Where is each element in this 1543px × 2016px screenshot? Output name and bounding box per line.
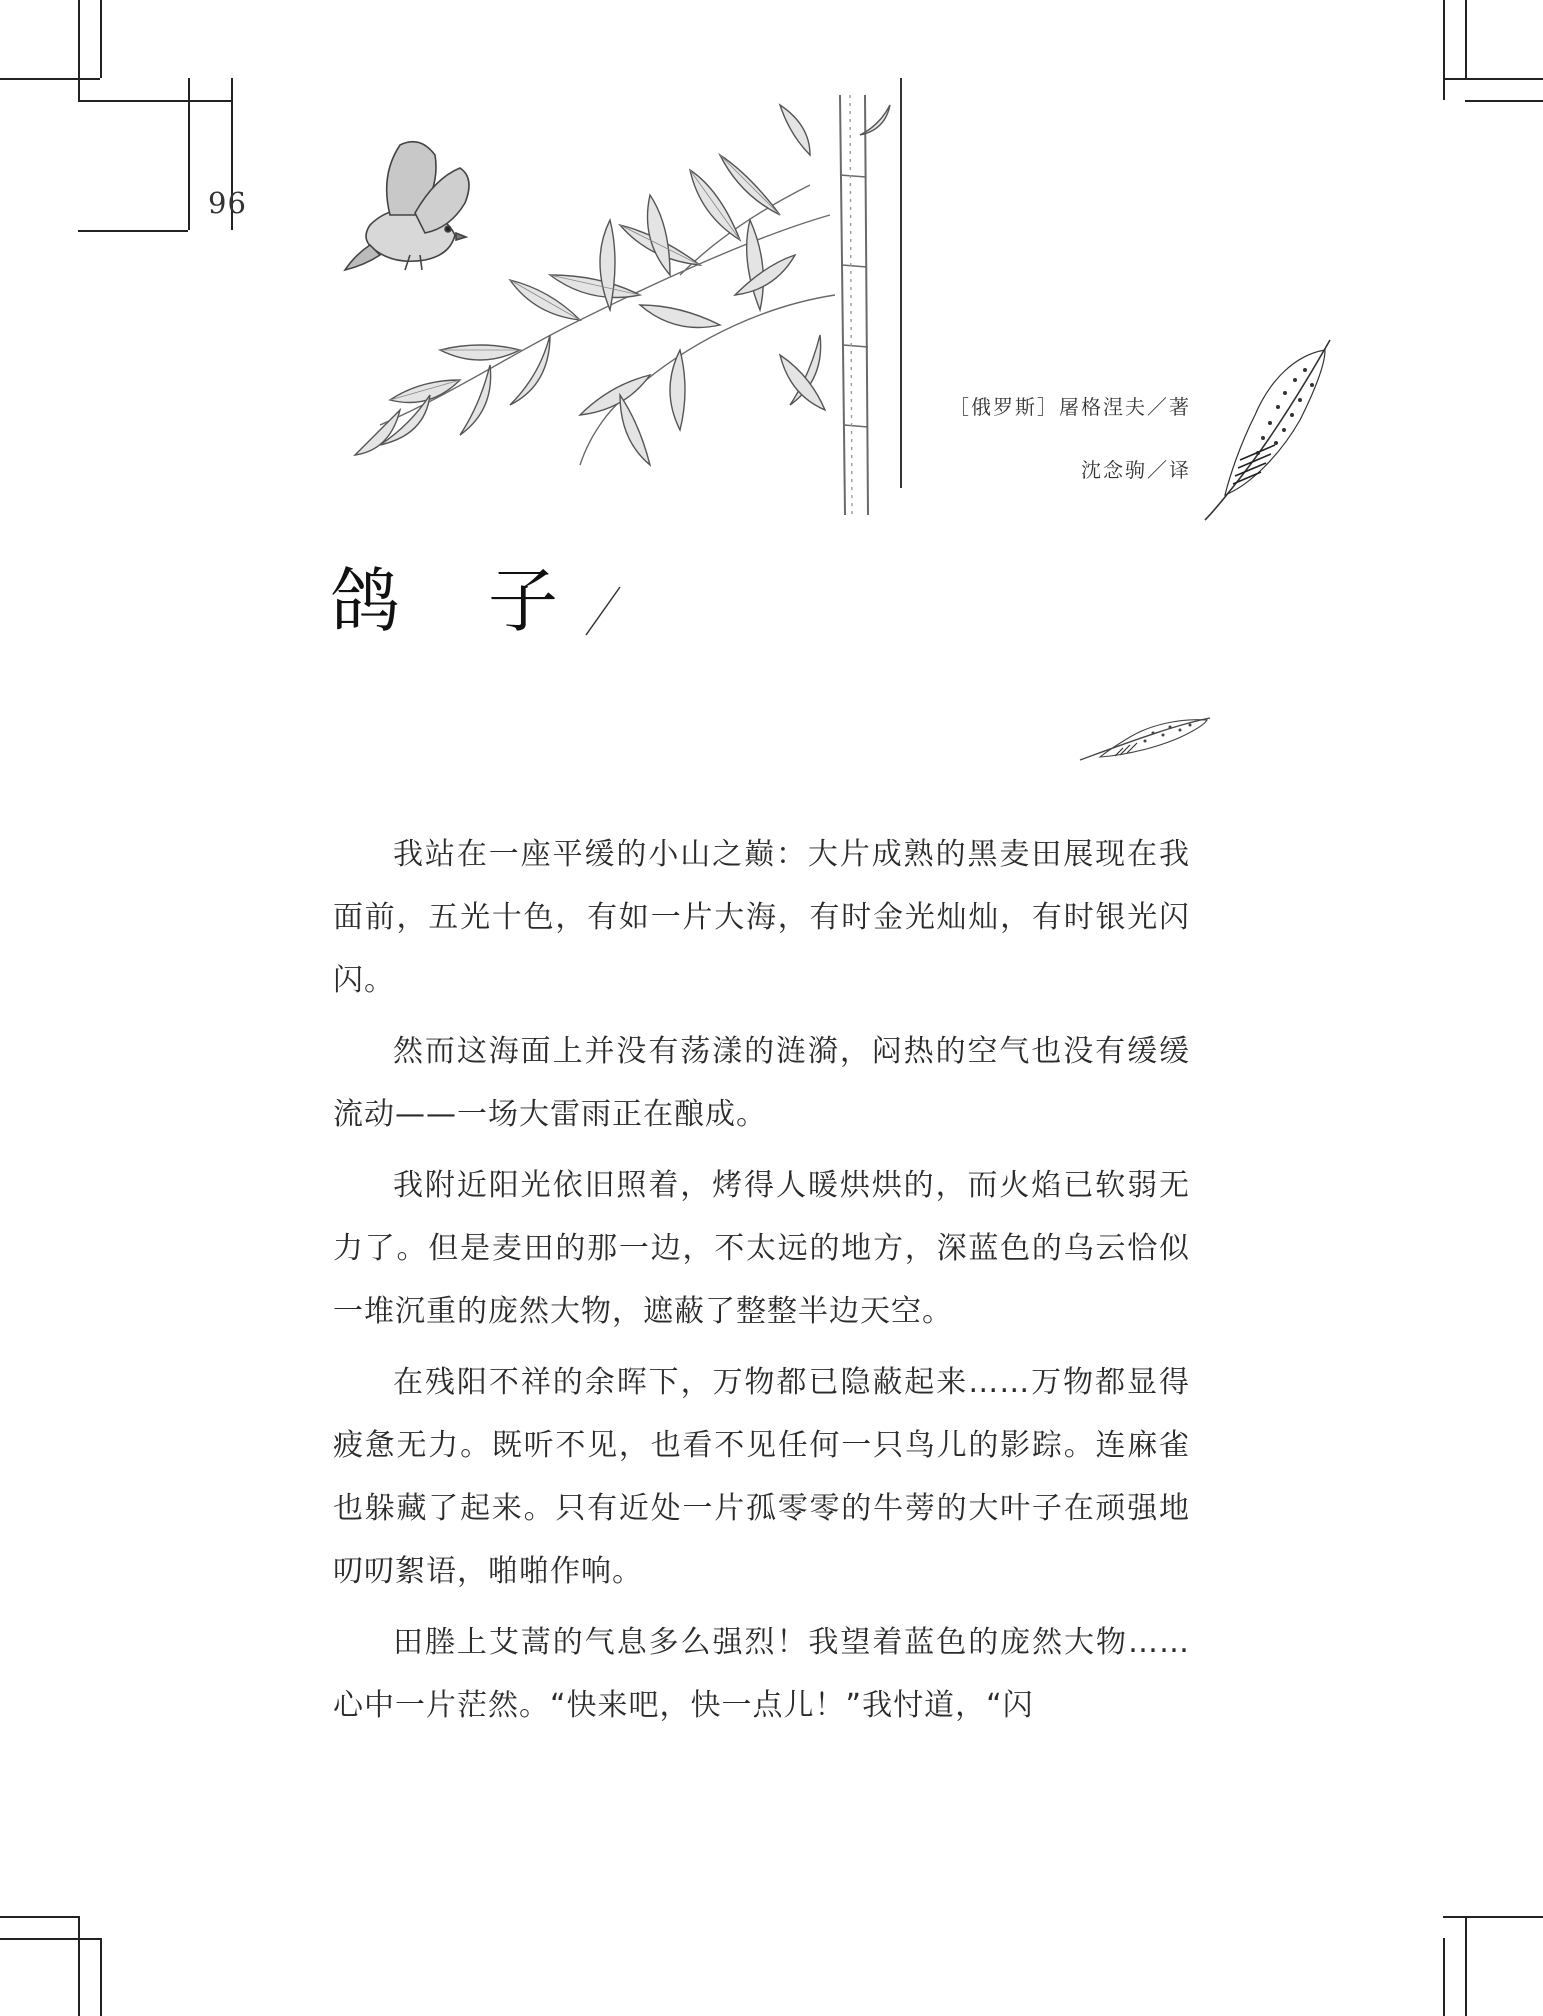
crop-mark bbox=[78, 230, 188, 232]
paragraph: 在残阳不祥的余晖下，万物都已隐蔽起来……万物都显得疲惫无力。既听不见，也看不见任何一只鸟儿的影踪。连麻雀也躲藏了起来。只有近处一片孤零零的牛蒡的大叶子在顽强地叨叨絮语，啪啪作响。 bbox=[333, 1365, 1190, 1589]
crop-mark bbox=[78, 1916, 80, 2016]
page-title: 鸽子 bbox=[330, 560, 646, 642]
crop-mark bbox=[0, 1938, 100, 1940]
crop-mark bbox=[1443, 1938, 1445, 2016]
slash-mark bbox=[582, 585, 622, 637]
paragraph: 我站在一座平缓的小山之巅：大片成熟的黑麦田展现在我面前，五光十色，有如一片大海，有时金光灿灿，有时银光闪闪。 bbox=[333, 837, 1190, 998]
crop-mark bbox=[78, 0, 80, 100]
crop-mark bbox=[78, 100, 231, 102]
header-divider bbox=[900, 78, 902, 488]
feather-icon bbox=[1200, 335, 1340, 525]
crop-mark bbox=[1443, 78, 1543, 80]
crop-mark bbox=[1443, 0, 1445, 100]
paragraph: 然而这海面上并没有荡漾的涟漪，闷热的空气也没有缓缓流动——一场大雷雨正在酿成。 bbox=[333, 1034, 1190, 1132]
crop-mark bbox=[100, 1938, 102, 2016]
crop-mark bbox=[100, 0, 102, 78]
crop-mark bbox=[0, 1916, 78, 1918]
author-credit: ［俄罗斯］屠格涅夫／著 bbox=[949, 395, 1191, 419]
crop-mark bbox=[188, 78, 190, 230]
crop-mark bbox=[1443, 1916, 1543, 1918]
feather-icon bbox=[1075, 715, 1215, 765]
crop-mark bbox=[1465, 1916, 1467, 2016]
crop-mark bbox=[1465, 100, 1543, 102]
crop-mark bbox=[0, 78, 100, 80]
bird-and-bamboo-sketch bbox=[340, 95, 900, 515]
paragraph: 田塍上艾蒿的气息多么强烈！我望着蓝色的庞然大物……心中一片茫然。“快来吧，快一点儿！”我忖道，“闪 bbox=[333, 1625, 1190, 1723]
page-number: 96 bbox=[208, 186, 247, 220]
crop-mark bbox=[1465, 0, 1467, 78]
translator-credit: 沈念驹／译 bbox=[1081, 458, 1191, 482]
article-body bbox=[333, 823, 1190, 1745]
paragraph: 我附近阳光依旧照着，烤得人暖烘烘的，而火焰已软弱无力了。但是麦田的那一边，不太远的地方，深蓝色的乌云恰似一堆沉重的庞然大物，遮蔽了整整半边天空。 bbox=[333, 1168, 1190, 1329]
